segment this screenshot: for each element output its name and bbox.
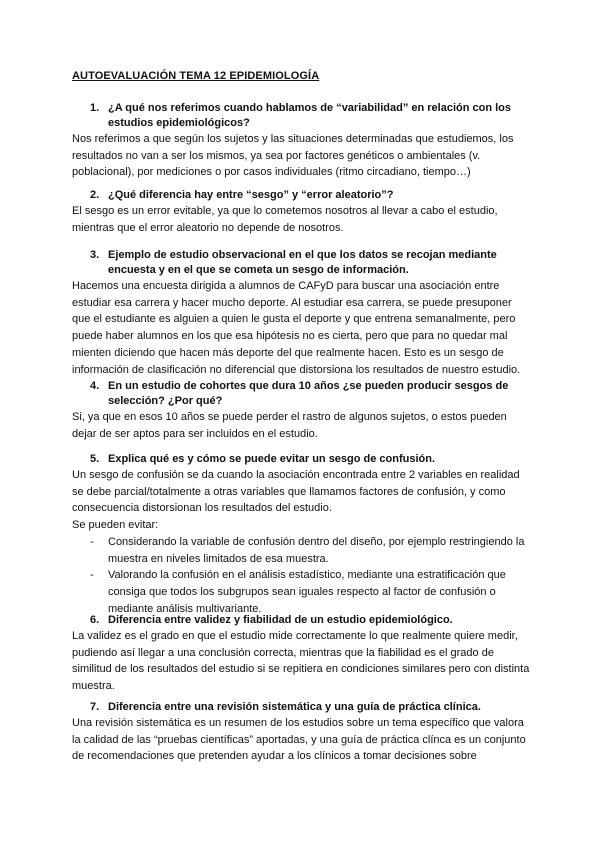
question-heading xyxy=(72,700,532,715)
question-number: 4. xyxy=(90,380,100,392)
question-text: Diferencia entre validez y fiabilidad de un estudio epidemiológico. xyxy=(108,614,453,626)
question-section-3 xyxy=(72,248,532,378)
question-heading xyxy=(72,188,532,203)
question-number: 2. xyxy=(90,189,100,201)
question-number: 7. xyxy=(90,701,100,713)
answer-text: La validez es el grado en que el estudio mide correctamente lo que realmente quiere medir, pudiendo así llegar a una conclusión correcta, mientras que la fiabilidad es el grado de similitud de los resultados del estudio si se repitiera en condiciones similares pero con distinta muestra. xyxy=(72,630,530,693)
bullet-marker: - xyxy=(90,535,94,548)
question-section-2 xyxy=(72,188,532,236)
bullet-marker: - xyxy=(90,569,94,582)
question-section-7 xyxy=(72,700,532,765)
question-heading xyxy=(72,101,532,131)
question-heading xyxy=(72,379,532,409)
bullet-list xyxy=(72,534,532,618)
question-section-4 xyxy=(72,379,532,442)
question-number: 5. xyxy=(90,453,100,465)
question-text: ¿A qué nos referimos cuando hablamos de “variabilidad” en relación con los estudios epidemiológicos? xyxy=(108,102,512,129)
question-heading xyxy=(72,248,532,278)
question-text: Ejemplo de estudio observacional en el que los datos se recojan mediante encuesta y en el que se cometa un sesgo de información. xyxy=(108,249,497,276)
question-heading xyxy=(72,452,532,467)
answer-text: Nos referimos a que según los sujetos y las situaciones determinadas que estudiemos, los resultados no van a ser los mismos, ya sea por factores genéticos o ambientales (v. poblacional), por mediciones o por casos individuales (ritmo circadiano, tiempo…) xyxy=(72,133,514,179)
question-text: Explica qué es y cómo se puede evitar un sesgo de confusión. xyxy=(108,453,436,465)
question-section-5 xyxy=(72,452,532,617)
question-text: Diferencia entre una revisión sistemática y una guía de práctica clínica. xyxy=(108,701,481,713)
list-item xyxy=(72,534,532,567)
list-item xyxy=(72,567,532,617)
answer-text: Hacemos una encuesta dirigida a alumnos de CAFyD para buscar una asociación entre estudiar esa carrera y hacer mucho deporte. Al estudiar esa carrera, se puede presuponer que el estudiante es alguien a quien le gusta el deporte y que entrena semanalmente, pero puede haber alumnos en los que esa hipótesis no es cierta, pero que para no quedar mal mienten diciendo que hacen más deporte del que realmente hacen. Esto es un sesgo de información de clasificación no diferencial que distorsiona los resultados de nuestro estudio. xyxy=(72,280,521,376)
answer-text: Una revisión sistemática es un resumen de los estudios sobre un tema específico que valora la calidad de las “pruebas científicas” aportadas, y una guía de práctica clínca es un conjunto de recomendaciones que pretenden ayudar a los clínicos a tomar decisiones sobre xyxy=(72,717,526,763)
question-section-1 xyxy=(72,101,532,181)
answer-text: Un sesgo de confusión se da cuando la asociación encontrada entre 2 variables en realidad se debe parcial/totalmente a otras variables que llamamos factores de confusión, y como consecuencia distorsionan los resultados del estudio. xyxy=(72,469,520,515)
document-title: AUTOEVALUACIÓN TEMA 12 EPIDEMIOLOGÍA xyxy=(72,70,320,82)
answer-text: Si, ya que en esos 10 años se puede perder el rastro de algunos sujetos, o estos pueden dejar de ser aptos para ser incluidos en el estudio. xyxy=(72,411,507,440)
question-number: 1. xyxy=(90,102,100,114)
question-heading xyxy=(72,613,532,628)
answer-text: El sesgo es un error evitable, ya que lo cometemos nosotros al llevar a cabo el estudio, mientras que el error aleatorio no depende de nosotros. xyxy=(72,205,498,234)
question-number: 6. xyxy=(90,614,100,626)
question-section-6 xyxy=(72,613,532,695)
list-item-text: Considerando la variable de confusión dentro del diseño, por ejemplo restringiendo la muestra en niveles limitados de esa muestra. xyxy=(108,535,525,565)
question-text: En un estudio de cohortes que dura 10 años ¿se pueden producir sesgos de selección? ¿Por qué? xyxy=(108,380,509,407)
question-number: 3. xyxy=(90,249,100,261)
question-text: ¿Qué diferencia hay entre “sesgo” y “error aleatorio”? xyxy=(108,189,394,201)
list-item-text: Valorando la confusión en el análisis estadístico, mediante una estratificación que consiga que todos los subgrupos sean iguales respecto al factor de confusión o mediante análisis multivariante. xyxy=(108,569,506,615)
answer-subheading: Se pueden evitar: xyxy=(72,519,159,532)
